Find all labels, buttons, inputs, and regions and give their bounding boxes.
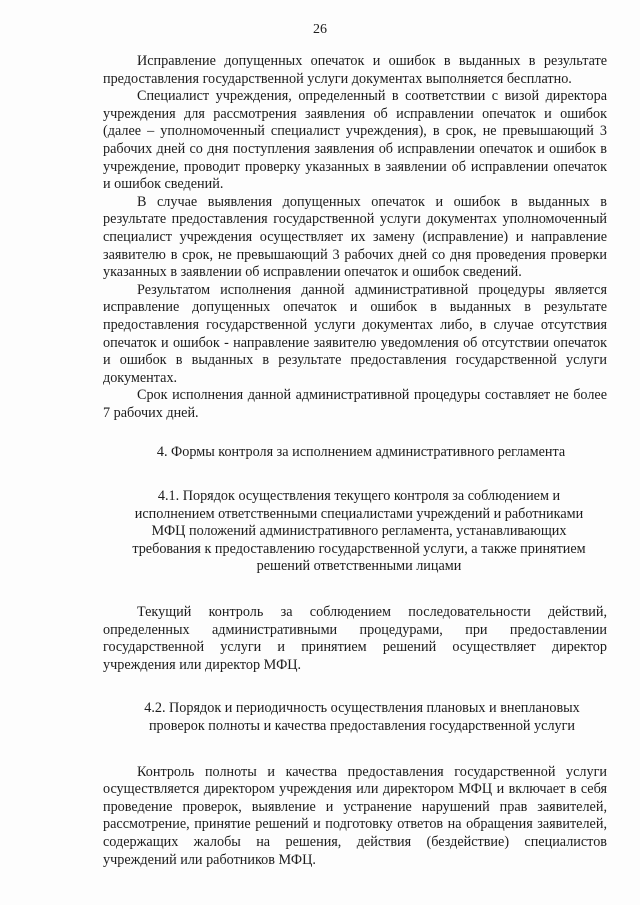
paragraph-error-found: В случае выявления допущенных опечаток и ошибок в выданных в результате предоставления государственной услуги документах уполномоченный специалист учреждения осуществляет их замену (исправление) и направление заявителю в срок, не превышающий 3 рабочих дней со дня проведения проверки указанных в заявлении об исправлении опечаток и ошибок сведений. — [103, 193, 607, 281]
document-body — [103, 53, 607, 869]
page-number: 26 — [313, 22, 327, 37]
paragraph-procedure-term: Срок исполнения данной административной процедуры составляет не более 7 рабочих дней. — [103, 387, 607, 421]
section-4-heading: 4. Формы контроля за исполнением административного регламента — [156, 444, 566, 461]
paragraph-free-correction: Исправление допущенных опечаток и ошибок в выданных в результате предоставления государственной услуги документах выполняется бесплатно. — [103, 53, 607, 87]
paragraph-procedure-result: Результатом исполнения данной административной процедуры является исправление допущенных опечаток и ошибок в выданных в результате предоставления государственной услуги документах либо, в случае отсутствия опечаток и ошибок - направление заявителю уведомления об отсутствии опечаток и ошибок в выданных в результате предоставления государственной услуги документах. — [103, 281, 607, 386]
section-4-2-heading: 4.2. Порядок и периодичность осуществления плановых и внеплановых проверок полноты и качества предоставления государственной услуги — [144, 700, 580, 734]
paragraph-current-control: Текущий контроль за соблюдением последовательности действий, определенных административными процедурами, при предоставлении государственной услуги и принятием решений осуществляет директор учреждения или директор МФЦ. — [103, 604, 607, 673]
section-4-1-heading: 4.1. Порядок осуществления текущего контроля за соблюдением и исполнением ответственными специалистами учреждений и работниками МФЦ положений административного регламента, устанавливающих требования к предоставлению государственной услуги, а также принятием решений ответственными лицами — [132, 488, 586, 575]
paragraph-quality-control: Контроль полноты и качества предоставления государственной услуги осуществляется директором учреждения или директором МФЦ и включает в себя проведение проверок, выявление и устранение нарушений прав заявителей, рассмотрение, принятие решений и подготовку ответов на обращения заявителей, содержащих жалобы на решения, действия (бездействие) специалистов учреждений или работников МФЦ. — [103, 763, 607, 868]
paragraph-specialist-check: Специалист учреждения, определенный в соответствии с визой директора учреждения для рассмотрения заявления об исправлении опечаток и ошибок (далее – уполномоченный специалист учреждения), в срок, не превышающий 3 рабочих дней со дня поступления заявления об исправлении опечаток и ошибок в учреждение, проводит проверку указанных в заявлении об исправлении опечаток и ошибок сведений. — [103, 88, 607, 193]
